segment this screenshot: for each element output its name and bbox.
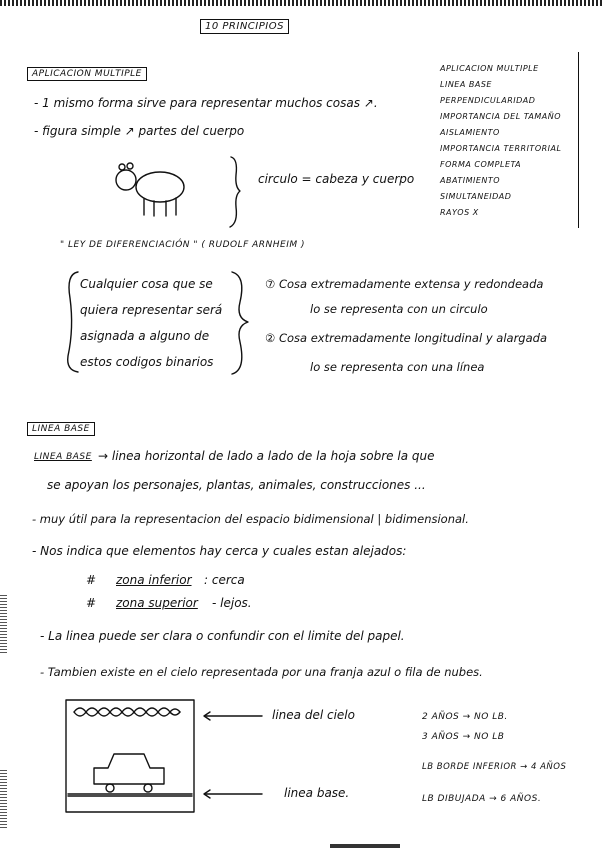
definition-term: LINEA BASE [34, 452, 92, 462]
bullet-text: - figura simple ↗ partes del cuerpo [34, 124, 245, 138]
list-item: ABATIMIENTO [440, 176, 501, 185]
scan-edge-top [0, 0, 603, 6]
section-heading: APLICACION MULTIPLE [27, 67, 147, 81]
animal-ear [119, 164, 125, 170]
sky-line-label: linea del cielo [272, 708, 355, 722]
base-line-label: linea base. [284, 786, 350, 800]
sub-value: - lejos. [212, 596, 252, 610]
cloud-row [74, 708, 180, 712]
sub-term: zona inferior [116, 573, 192, 587]
definition-text: → linea horizontal de lado a lado de la hoja sobre la que [98, 449, 435, 463]
landscape-sketch [66, 698, 266, 818]
age-note: 2 AÑOS → NO LB. [422, 712, 508, 722]
list-item: IMPORTANCIA TERRITORIAL [440, 144, 562, 153]
list-item: SIMULTANEIDAD [440, 192, 512, 201]
list-item: LINEA BASE [440, 80, 492, 89]
bullet-text: - La linea puede ser clara o confundir con el limite del papel. [40, 629, 405, 643]
scan-edge-left [0, 595, 7, 655]
left-brace [68, 272, 78, 372]
list-item: APLICACION MULTIPLE [440, 64, 539, 73]
rule-text: lo se representa con una línea [310, 360, 485, 374]
hash-icon: # [86, 596, 97, 610]
list-item: PERPENDICULARIDAD [440, 96, 536, 105]
rule-text: lo se representa con un circulo [310, 302, 488, 316]
rule-text: ⑦ Cosa extremadamente extensa y redondeada [265, 277, 544, 291]
age-note: 3 AÑOS → NO LB [422, 732, 505, 742]
principles-list-box [428, 52, 579, 228]
sub-term: zona superior [116, 596, 198, 610]
law-line: Cualquier cosa que se [80, 277, 213, 291]
figure-caption: circulo = cabeza y cuerpo [258, 172, 415, 186]
list-item: FORMA COMPLETA [440, 160, 522, 169]
car-body [94, 754, 164, 784]
car-wheel [106, 784, 114, 792]
scan-edge-bottom [330, 844, 400, 848]
animal-ear [127, 163, 133, 169]
page-title: 10 PRINCIPIOS [200, 19, 289, 34]
law-bracket-sketch [60, 268, 260, 378]
law-line: quiera representar será [80, 303, 223, 317]
cloud-row [74, 712, 180, 716]
curly-brace [230, 157, 240, 227]
definition-text: se apoyan los personajes, plantas, animales, construcciones ... [47, 478, 426, 492]
age-note: LB BORDE INFERIOR → 4 AÑOS [422, 762, 567, 772]
sub-value: : cerca [204, 573, 245, 587]
section-heading: LINEA BASE [27, 422, 95, 436]
animal-head [116, 170, 136, 190]
list-item: AISLAMIENTO [440, 128, 500, 137]
age-note: LB DIBUJADA → 6 AÑOS. [422, 794, 542, 804]
bullet-text: - Tambien existe en el cielo representada por una franja azul o fila de nubes. [40, 665, 483, 679]
right-brace [232, 272, 248, 374]
bullet-text: - 1 mismo forma sirve para representar muchos cosas ↗. [34, 96, 378, 110]
law-line: asignada a alguno de [80, 329, 210, 343]
animal-body [136, 172, 184, 202]
list-item: RAYOS X [440, 208, 479, 217]
law-line: estos codigos binarios [80, 355, 214, 369]
car-wheel [144, 784, 152, 792]
scan-edge-left [0, 770, 7, 830]
bullet-text: - muy útil para la representacion del espacio bidimensional | bidimensional. [32, 512, 469, 526]
list-item: IMPORTANCIA DEL TAMAÑO [440, 112, 562, 121]
animal-sketch [110, 155, 230, 235]
law-title: " LEY DE DIFERENCIACIÓN " ( RUDOLF ARNHEIM ) [60, 240, 306, 250]
bullet-text: - Nos indica que elementos hay cerca y cuales estan alejados: [32, 544, 407, 558]
rule-text: ② Cosa extremadamente longitudinal y alargada [265, 331, 547, 345]
drawing-frame [66, 700, 194, 812]
hash-icon: # [86, 573, 97, 587]
